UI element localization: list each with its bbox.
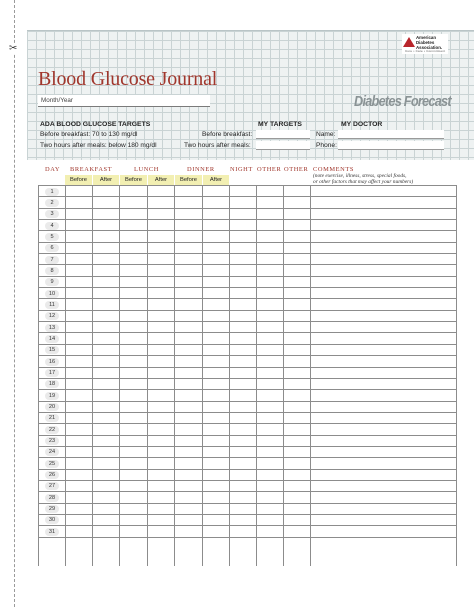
day-number: 24: [45, 448, 59, 456]
day-number: 29: [45, 505, 59, 513]
my-doctor-heading: MY DOCTOR: [341, 121, 383, 128]
doctor-phone-label: Phone:: [316, 142, 337, 149]
ada-targets-heading: ADA BLOOD GLUCOSE TARGETS: [40, 121, 151, 128]
table-row[interactable]: [38, 413, 456, 424]
ada-target-before-breakfast: Before breakfast: 70 to 130 mg/dl: [40, 131, 138, 138]
day-number: 12: [45, 312, 59, 320]
table-row[interactable]: [38, 243, 456, 254]
table-row[interactable]: [38, 186, 456, 197]
table-row[interactable]: [38, 220, 456, 231]
day-number: 25: [45, 460, 59, 468]
day-number: 20: [45, 403, 59, 411]
day-number: 15: [45, 346, 59, 354]
table-row[interactable]: [38, 254, 456, 265]
day-number: 30: [45, 516, 59, 524]
table-row[interactable]: [38, 299, 456, 310]
ada-logo: [402, 34, 448, 54]
table-row[interactable]: [38, 470, 456, 481]
table-row[interactable]: [38, 436, 456, 447]
col-header-day: DAY: [45, 166, 61, 173]
day-rows: [38, 185, 456, 538]
table-row[interactable]: [38, 265, 456, 276]
day-number: 3: [45, 210, 59, 218]
dinner-before-header: Before: [175, 175, 202, 185]
day-number: 1: [45, 188, 59, 196]
comments-note-line-1: (note exercise, illness, stress, special foods,: [313, 173, 407, 179]
scissors-icon: ✂: [9, 43, 18, 54]
day-number: 5: [45, 233, 59, 241]
grid-line: [456, 185, 457, 566]
day-number: 9: [45, 278, 59, 286]
day-number: 16: [45, 358, 59, 366]
table-row[interactable]: [38, 515, 456, 526]
table-row[interactable]: [38, 345, 456, 356]
day-number: 26: [45, 471, 59, 479]
col-header-dinner: DINNER: [187, 166, 215, 173]
table-row[interactable]: [38, 526, 456, 537]
day-number: 17: [45, 369, 59, 377]
day-number: 19: [45, 392, 59, 400]
table-row[interactable]: [38, 504, 456, 515]
table-row[interactable]: [38, 402, 456, 413]
diabetes-forecast-logo: Diabetes Forecast: [354, 93, 451, 110]
table-row[interactable]: [38, 492, 456, 503]
day-number: 18: [45, 380, 59, 388]
day-number: 22: [45, 426, 59, 434]
col-header-other-2: OTHER: [284, 166, 309, 173]
table-row[interactable]: [38, 390, 456, 401]
table-row[interactable]: [38, 197, 456, 208]
dinner-after-header: After: [203, 175, 229, 185]
day-number: 10: [45, 290, 59, 298]
lunch-before-header: Before: [120, 175, 147, 185]
my-targets-heading: MY TARGETS: [258, 121, 302, 128]
breakfast-after-header: After: [93, 175, 119, 185]
table-row[interactable]: [38, 209, 456, 220]
comments-note-line-2: or other factors that may affect your numbers): [313, 179, 414, 185]
table-row[interactable]: [38, 447, 456, 458]
ada-target-after-meals: Two hours after meals: below 180 mg/dl: [40, 142, 157, 149]
col-header-lunch: LUNCH: [134, 166, 160, 173]
page-title: Blood Glucose Journal: [38, 68, 218, 90]
day-number: 27: [45, 482, 59, 490]
table-row[interactable]: [38, 424, 456, 435]
table-row[interactable]: [38, 481, 456, 492]
day-number: 6: [45, 244, 59, 252]
ada-org-name: American Diabetes Association.: [416, 35, 443, 50]
table-row[interactable]: [38, 368, 456, 379]
day-number: 14: [45, 335, 59, 343]
day-number: 21: [45, 414, 59, 422]
lunch-after-header: After: [148, 175, 174, 185]
table-row[interactable]: [38, 356, 456, 367]
breakfast-before-header: Before: [65, 175, 92, 185]
day-number: 7: [45, 256, 59, 264]
day-number: 8: [45, 267, 59, 275]
table-row[interactable]: [38, 322, 456, 333]
month-year-label: Month/Year: [41, 97, 73, 104]
my-target-before-breakfast-label: Before breakfast:: [202, 131, 253, 138]
day-number: 2: [45, 199, 59, 207]
cut-line: [14, 0, 15, 607]
my-target-after-meals-label: Two hours after meals:: [184, 142, 251, 149]
my-target-after-meals-field[interactable]: [256, 141, 310, 150]
day-number: 11: [45, 301, 59, 309]
table-row[interactable]: [38, 333, 456, 344]
doctor-name-label: Name:: [316, 131, 336, 138]
col-header-comments: COMMENTS: [313, 166, 355, 173]
day-number: 23: [45, 437, 59, 445]
day-number: 28: [45, 494, 59, 502]
doctor-name-field[interactable]: [338, 130, 444, 139]
ada-triangle-icon: [403, 37, 415, 47]
table-row[interactable]: [38, 288, 456, 299]
table-row[interactable]: [38, 379, 456, 390]
month-year-field[interactable]: [38, 95, 210, 107]
table-row[interactable]: [38, 458, 456, 469]
table-row[interactable]: [38, 277, 456, 288]
doctor-phone-field[interactable]: [338, 141, 444, 150]
day-number: 4: [45, 222, 59, 230]
day-number: 31: [45, 528, 59, 536]
my-target-before-breakfast-field[interactable]: [256, 130, 310, 139]
col-header-other-1: OTHER: [257, 166, 282, 173]
col-header-night: NIGHT: [230, 166, 253, 173]
day-number: 13: [45, 324, 59, 332]
col-header-breakfast: BREAKFAST: [70, 166, 113, 173]
table-row[interactable]: [38, 231, 456, 242]
ada-tagline: Cure • Care • Commitment: [405, 49, 446, 53]
table-row[interactable]: [38, 311, 456, 322]
